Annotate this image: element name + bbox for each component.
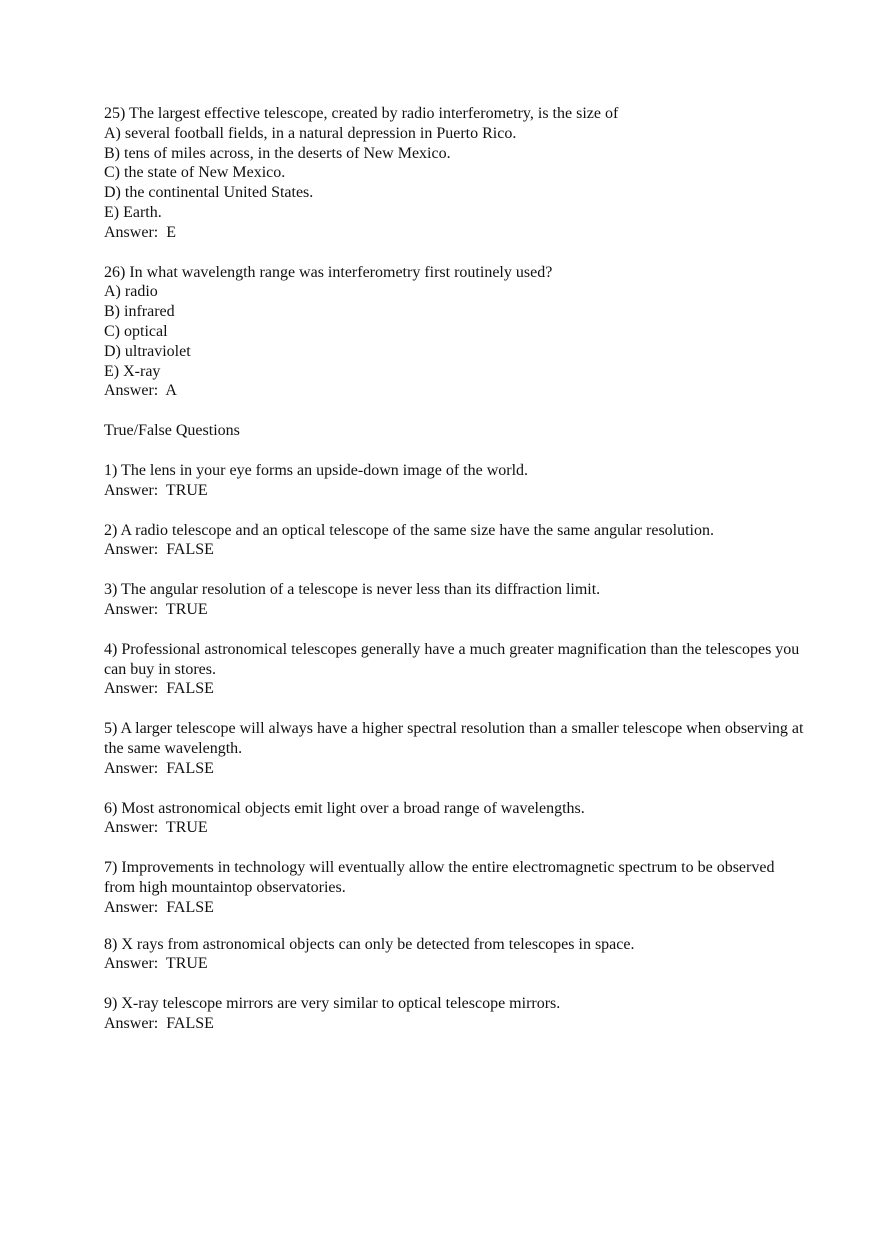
option-c: C) optical	[104, 322, 168, 340]
option-c: C) the state of New Mexico.	[104, 164, 286, 182]
option-e: E) Earth.	[104, 203, 162, 221]
question-text: 4) Professional astronomical telescopes generally have a much greater magnification than the telescopes you can buy in stores.	[104, 640, 804, 678]
question-25	[104, 104, 804, 243]
answer-text: Answer: FALSE	[104, 898, 214, 916]
question-text: 25) The largest effective telescope, created by radio interferometry, is the size of	[104, 105, 619, 122]
tf-question-9	[104, 994, 804, 1034]
tf-question-6	[104, 799, 804, 839]
answer-text: Answer: FALSE	[104, 1014, 214, 1032]
answer-text: Answer: TRUE	[104, 600, 208, 618]
question-text: 5) A larger telescope will always have a higher spectral resolution than a smaller telescope when observing at the same wavelength.	[104, 720, 808, 757]
tf-question-8	[104, 935, 804, 975]
question-text: 7) Improvements in technology will eventually allow the entire electromagnetic spectrum to be observed from high mountaintop observatories.	[104, 859, 779, 896]
option-e: E) X-ray	[104, 362, 161, 380]
question-text: 26) In what wavelength range was interferometry first routinely used?	[104, 263, 553, 281]
document-page	[104, 104, 808, 1054]
answer-text: Answer: E	[104, 223, 176, 241]
answer-text: Answer: TRUE	[104, 481, 208, 499]
answer-text: Answer: TRUE	[104, 955, 208, 973]
answer-text: Answer: FALSE	[104, 759, 214, 777]
tf-question-5	[104, 719, 808, 778]
tf-question-3	[104, 580, 804, 620]
option-d: D) the continental United States.	[104, 184, 314, 202]
answer-text: Answer: A	[104, 382, 177, 400]
answer-text: Answer: FALSE	[104, 680, 214, 698]
question-26	[104, 263, 804, 402]
option-a: A) several football fields, in a natural depression in Puerto Rico.	[104, 124, 517, 142]
question-text: 1) The lens in your eye forms an upside-down image of the world.	[104, 461, 529, 479]
answer-text: Answer: FALSE	[104, 541, 214, 559]
tf-question-7	[104, 858, 804, 917]
tf-question-1	[104, 461, 804, 501]
tf-question-2	[104, 521, 804, 561]
question-text: 6) Most astronomical objects emit light over a broad range of wavelengths.	[104, 799, 585, 817]
option-b: B) tens of miles across, in the deserts of New Mexico.	[104, 144, 451, 162]
question-text: 9) X-ray telescope mirrors are very similar to optical telescope mirrors.	[104, 995, 561, 1013]
option-b: B) infrared	[104, 303, 175, 321]
option-a: A) radio	[104, 283, 158, 301]
answer-text: Answer: TRUE	[104, 819, 208, 837]
question-text: 8) X rays from astronomical objects can only be detected from telescopes in space.	[104, 935, 635, 953]
section-heading-true-false: True/False Questions	[104, 422, 240, 440]
option-d: D) ultraviolet	[104, 342, 191, 360]
tf-question-4	[104, 640, 804, 699]
question-text: 3) The angular resolution of a telescope is never less than its diffraction limit.	[104, 581, 601, 599]
question-text: 2) A radio telescope and an optical telescope of the same size have the same angular resolution.	[104, 521, 714, 539]
